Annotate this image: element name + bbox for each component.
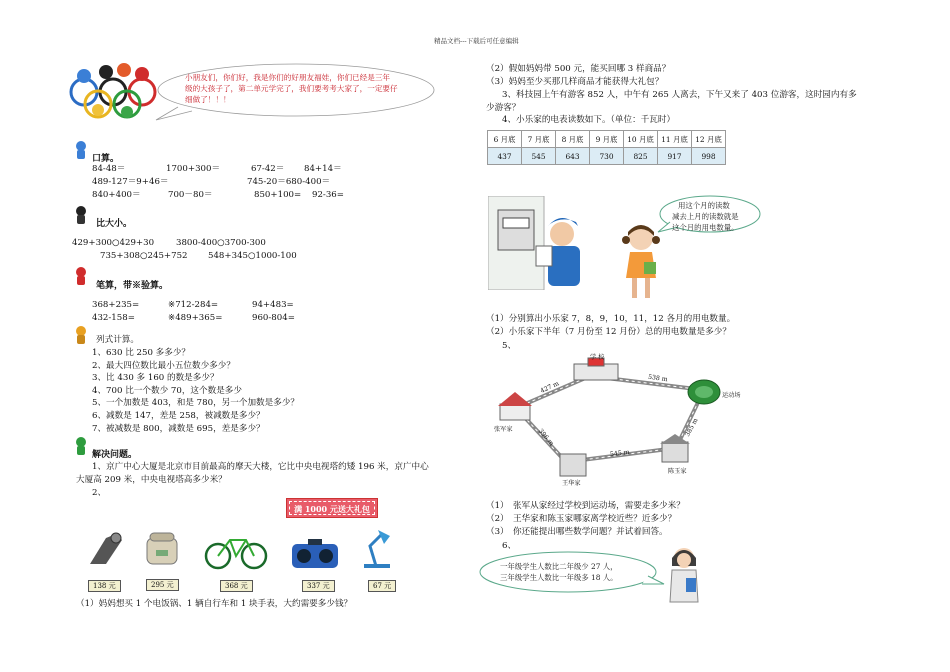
fuwa-jingjing-icon: [72, 205, 90, 225]
problem-2-3: （3）妈妈至少买那几样商品才能获得大礼包？: [486, 77, 664, 87]
page-header: 精品文档---下载后可任意编辑: [434, 37, 519, 45]
problem-4-2: （2）小乐家下半年（7 月份至 12 月份）总的用电数量是多少？: [486, 327, 731, 337]
expression-item: 4、700 比一个数少 70，这个数是多少: [92, 385, 242, 396]
problem-3: 3、科技园上午有游客 852 人，中午有 265 人离去，下午又来了 403 位游客，这时园内有多 少游客？: [486, 90, 857, 113]
map-distance-538: 538 m: [647, 373, 669, 384]
girl-illustration: [618, 222, 664, 302]
written-row-2: 432-158= ※489+365= 960-804=: [92, 313, 295, 323]
route-map: [490, 350, 760, 488]
meter-month: 10 月底: [624, 131, 658, 148]
map-distance-396: 396 m: [536, 427, 555, 448]
fuwa-yingying-icon: [72, 325, 90, 345]
problem-2-2: （2）假如妈妈带 500 元，能买回哪 3 样商品？: [486, 64, 671, 74]
expression-item: 3、比 430 多 160 的数是多少？: [92, 373, 219, 384]
meter-value: 917: [658, 148, 692, 165]
meter-value: 643: [556, 148, 590, 165]
problem-2-label: 2、: [92, 488, 107, 498]
map-distance-385: 385 m: [684, 417, 700, 438]
bicycle-icon: [204, 528, 268, 572]
problem-4-label: 4、小乐家的电表读数如下。（单位：千瓦时）: [502, 115, 676, 125]
meter-month: 11 月底: [658, 131, 692, 148]
compare-row-1: 429+300○429+30 3800-400○3700-300: [72, 238, 266, 248]
problem-5-label: 5、: [502, 341, 517, 351]
fuwa-beibei-icon: [72, 140, 90, 160]
meter-month: 6 月底: [488, 131, 522, 148]
section-expression-title: 列式计算。: [96, 335, 139, 345]
promo-banner: 满 1000 元送大礼包: [286, 498, 378, 518]
meter-month: 12 月底: [692, 131, 726, 148]
teacher-bubble-text: 一年级学生人数比二年级少 27 人， 三年级学生人数比一年级多 18 人。: [500, 562, 618, 582]
section-compare-title: 比大小。: [96, 219, 133, 229]
rice-cooker-icon: [144, 530, 180, 568]
problem-5-1: （1） 张军从家经过学校到运动场，需要走多少米？: [486, 501, 685, 511]
intro-bubble-text: 小朋友们，你们好，我是你们的好朋友福娃，你们已经是三年 级的大孩子了，第二单元学完了，我们要考考大家了，一定要仔 细做了！！！: [185, 73, 398, 104]
meter-month: 7 月底: [522, 131, 556, 148]
oral-row-1: 84-48＝ 1700+300＝ 67-42＝ 84+14＝: [92, 164, 342, 174]
expression-item: 5、一个加数是 403，和是 780，另一个加数是多少？: [92, 398, 300, 409]
chenyu-house: [660, 434, 690, 462]
problem-6-label: 6、: [502, 541, 517, 551]
oral-row-3: 840+400＝ 700－80＝ 850+100= 92-36=: [92, 190, 344, 200]
written-row-1: 368+235= ※712-284= 94+483=: [92, 300, 294, 310]
watch-icon: [86, 530, 126, 568]
section-oral-title: 口算。: [92, 154, 120, 164]
meter-value: 730: [590, 148, 624, 165]
price-tag-bicycle: 368 元: [220, 573, 253, 592]
map-distance-427: 427 m: [539, 380, 561, 395]
girl-bubble-text: 用这个月的读数 减去上月的读数就是 这个月的用电数量。: [672, 201, 739, 232]
expression-item: 6、减数是 147，差是 258，被减数是多少？: [92, 410, 265, 421]
meter-value: 998: [692, 148, 726, 165]
price-tag-watch: 138 元: [88, 573, 121, 592]
meter-value: 825: [624, 148, 658, 165]
price-tag-cooker: 295 元: [146, 572, 179, 591]
fuwa-huanhuan-icon: [72, 266, 90, 286]
meter-month: 8 月底: [556, 131, 590, 148]
zhangjun-house: [498, 392, 532, 420]
problem-5-3: （3） 你还能提出哪些数学问题？并试着回答。: [486, 527, 668, 537]
expression-item: 1、630 比 250 多多少？: [92, 348, 191, 358]
problem-1: 1、京广中心大厦是北京市目前最高的摩天大楼，它比中央电视塔约矮 196 米，京广中心 大厦高 209 米，中央电视塔高多少米？: [76, 462, 429, 485]
desk-lamp-icon: [360, 526, 394, 570]
expression-item: 2、最大四位数比最小五位数少多少？: [92, 360, 235, 371]
fuwa-nini-icon: [72, 436, 90, 456]
meter-readings-table: [487, 130, 726, 165]
meter-month: 9 月底: [590, 131, 624, 148]
price-tag-radio: 337 元: [302, 573, 335, 592]
teacher-illustration: [664, 544, 704, 606]
map-label-playground: 运动场: [722, 392, 741, 399]
problem-4-1: （1）分别算出小乐家 7，8，9，10，11，12 各月的用电数量。: [486, 314, 736, 324]
wanghua-house: [560, 454, 586, 476]
meter-reader-illustration: [488, 196, 588, 290]
problem-5-2: （2） 王华家和陈玉家哪家离学校近些？近多少？: [486, 514, 677, 524]
meter-value: 437: [488, 148, 522, 165]
price-tag-lamp: 67 元: [368, 573, 396, 592]
map-label-chenyu: 陈玉家: [668, 468, 687, 475]
school-building: [574, 358, 618, 380]
map-distance-545: 545 m: [609, 448, 631, 459]
map-label-zhangjun: 张军家: [494, 426, 513, 433]
playground-field: [688, 380, 720, 404]
expression-item: 7、被减数是 800，减数是 695，差是多少？: [92, 423, 265, 434]
section-written-title: 笔算，带※验算。: [96, 281, 169, 291]
compare-row-2: 735+308○245+752 548+345○1000-100: [100, 251, 297, 261]
meter-value: 545: [522, 148, 556, 165]
oral-row-2: 489-127＝9+46＝ 745-20＝680-400＝: [92, 177, 331, 187]
section-problems-title: 解决问题。: [92, 450, 138, 460]
map-label-wanghua: 王华家: [562, 480, 581, 487]
problem-2-1: （1）妈妈想买 1 个电饭锅、1 辆自行车和 1 块手表，大约需要多少钱？: [76, 599, 353, 609]
map-label-school: 学 校: [590, 354, 605, 361]
radio-icon: [290, 538, 340, 570]
expression-list: [92, 347, 299, 435]
